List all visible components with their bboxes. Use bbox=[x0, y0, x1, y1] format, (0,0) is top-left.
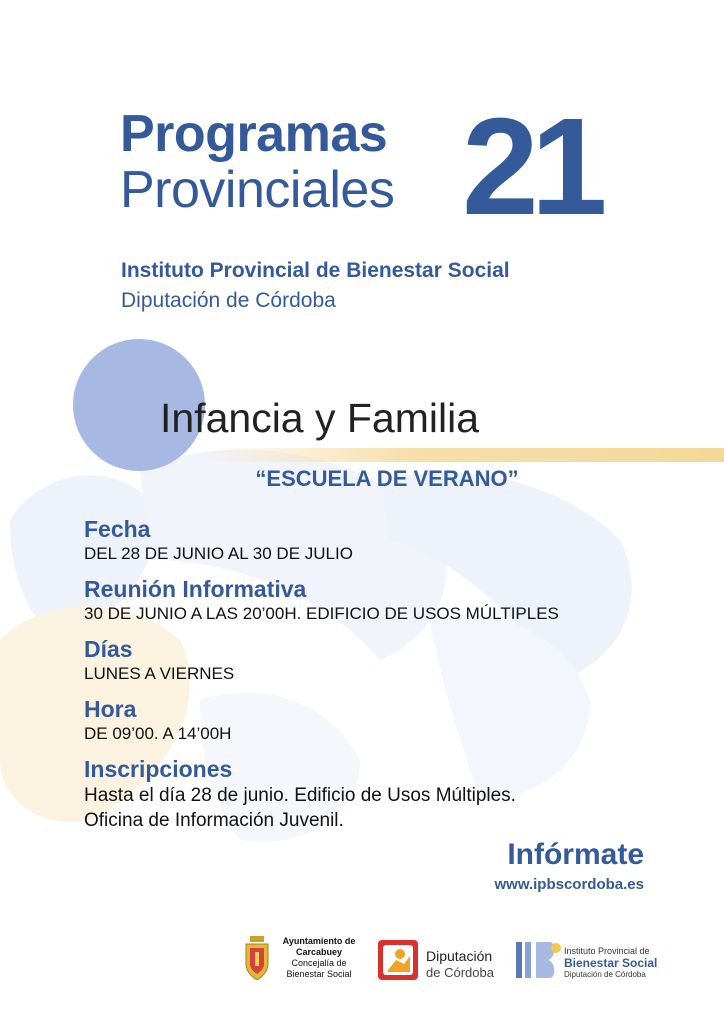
event-details bbox=[84, 515, 684, 843]
sponsor-logos bbox=[240, 932, 660, 986]
detail-value-inscripciones-2: Oficina de Información Juvenil. bbox=[84, 810, 344, 831]
brand-number: 21 bbox=[462, 90, 600, 244]
coat-of-arms-icon bbox=[244, 936, 270, 980]
event-title: “ESCUELA DE VERANO” bbox=[255, 466, 519, 491]
diputacion-line-2: de Córdoba bbox=[426, 965, 494, 980]
section-title: Infancia y Familia bbox=[160, 395, 480, 441]
ipbs-line-3: Diputación de Córdoba bbox=[564, 970, 646, 979]
ayuntamiento-line-4: Bienestar Social bbox=[286, 969, 352, 979]
entity-name: Diputación de Córdoba bbox=[121, 289, 336, 312]
detail-label-hora: Hora bbox=[84, 696, 137, 722]
ayuntamiento-line-2: Carcabuey bbox=[295, 947, 343, 957]
detail-value-reunion: 30 DE JUNIO A LAS 20’00H. EDIFICIO DE USOS MÚLTIPLES bbox=[84, 604, 559, 623]
institute-name: Instituto Provincial de Bienestar Social bbox=[121, 259, 510, 282]
programas-provinciales-logo bbox=[120, 90, 640, 244]
ayuntamiento-line-1: Ayuntamiento de bbox=[282, 936, 356, 946]
diputacion-icon bbox=[378, 940, 418, 980]
diputacion-line-1: Diputación bbox=[426, 948, 493, 964]
detail-value-inscripciones: Hasta el día 28 de junio. Edificio de Usos Múltiples. bbox=[84, 785, 516, 806]
decorative-band bbox=[200, 448, 724, 462]
detail-label-inscripciones: Inscripciones bbox=[84, 756, 233, 782]
detail-value-dias: LUNES A VIERNES bbox=[84, 664, 235, 683]
brand-line-1: Programas bbox=[120, 105, 388, 163]
ipbs-icon bbox=[516, 938, 562, 982]
ipbs-line-2: Bienestar Social bbox=[564, 956, 658, 970]
detail-label-fecha: Fecha bbox=[84, 516, 151, 542]
ipbs-line-1: Instituto Provincial de bbox=[564, 946, 650, 956]
detail-label-dias: Días bbox=[84, 636, 133, 662]
informate-title: Infórmate bbox=[507, 838, 644, 871]
detail-value-hora: DE 09’00. A 14’00H bbox=[84, 724, 232, 743]
informate-block bbox=[495, 838, 644, 893]
detail-label-reunion: Reunión Informativa bbox=[84, 576, 307, 602]
detail-value-fecha: DEL 28 DE JUNIO AL 30 DE JULIO bbox=[84, 544, 353, 563]
ayuntamiento-line-3: Concejalía de bbox=[291, 958, 347, 968]
website-link[interactable]: www.ipbscordoba.es bbox=[494, 876, 644, 893]
brand-line-2: Provinciales bbox=[120, 161, 395, 219]
